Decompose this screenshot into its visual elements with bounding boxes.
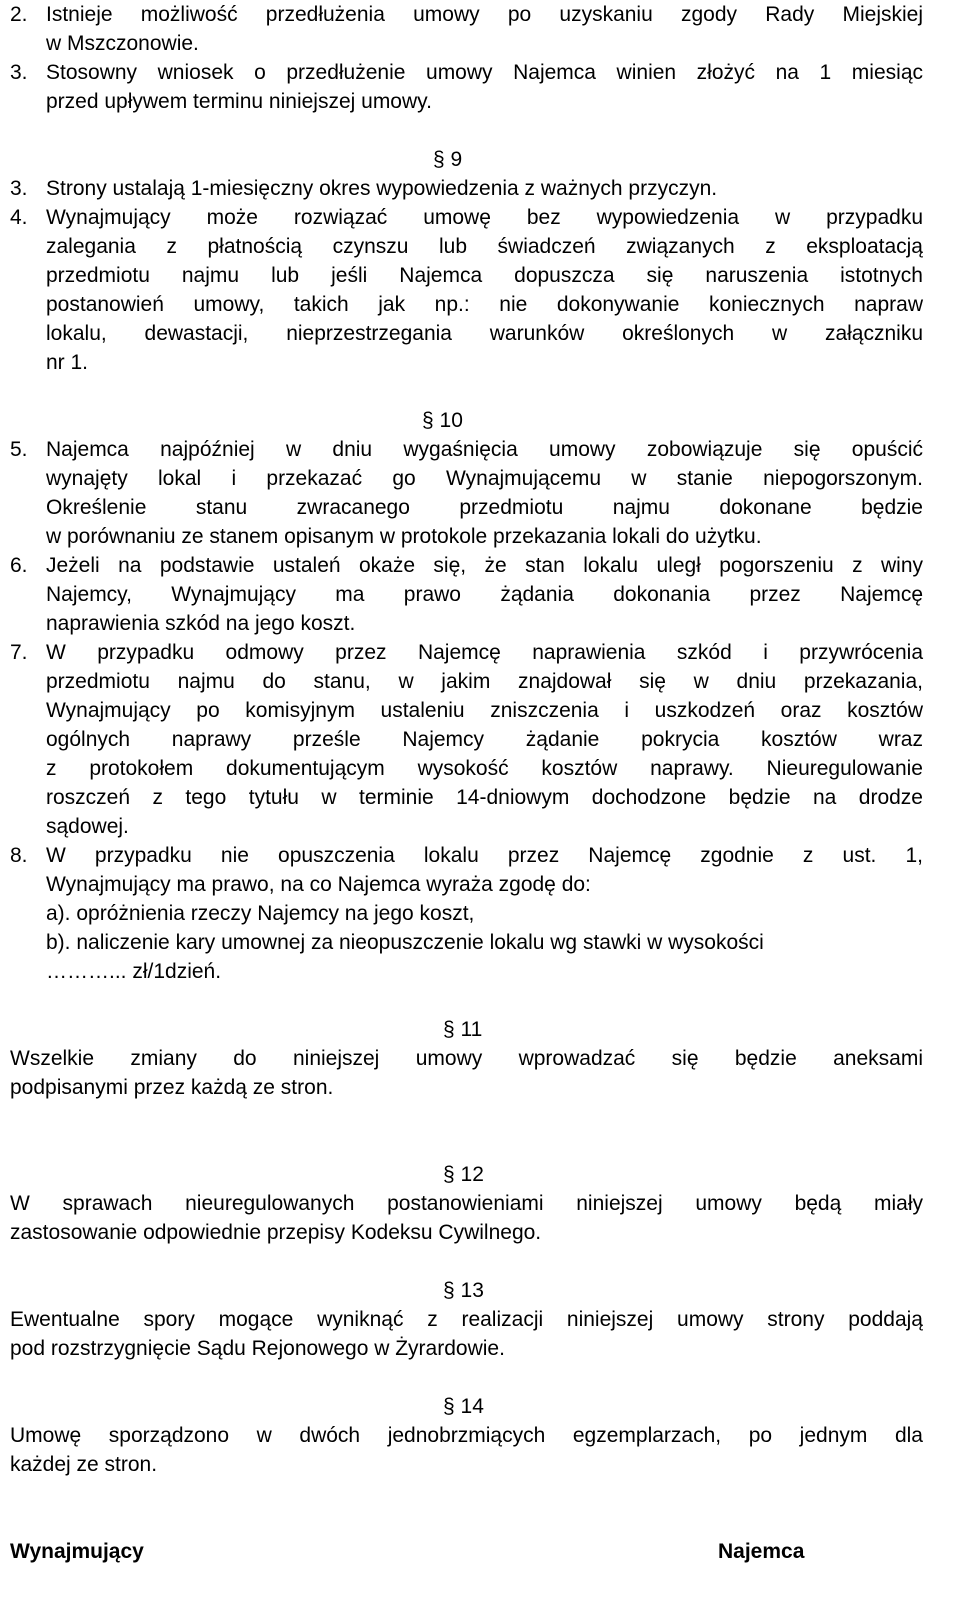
item-7-line-6: roszczeń z tego tytułu w terminie 14-dniowym dochodzone będzie na drodze [46,786,923,809]
section-heading-11: § 11 [443,1018,483,1041]
item-2-line-1: Istnieje możliwość przedłużenia umowy po uzyskaniu zgody Rady Miejskiej [46,3,923,26]
item-number: 2. [10,3,28,26]
item-5-line-2: wynajęty lokal i przekazać go Wynajmującemu w stanie niepogorszonym. [46,467,923,490]
item-4-line-5: lokalu, dewastacji, nieprzestrzegania warunków określonych w załączniku [46,322,923,345]
item-3-line-2: przed upływem terminu niniejszej umowy. [46,90,432,113]
item-6-line-1: Jeżeli na podstawie ustaleń okaże się, że stan lokalu uległ pogorszeniu z winy [46,554,923,577]
item-4-line-4: postanowień umowy, takich jak np.: nie dokonywanie koniecznych napraw [46,293,923,316]
section-heading-10: § 10 [422,409,463,432]
item-8-line-2: Wynajmujący ma prawo, na co Najemca wyraża zgodę do: [46,873,591,896]
item-3-line-1: Stosowny wniosek o przedłużenie umowy Najemca winien złożyć na 1 miesiąc [46,61,923,84]
item-number: 7. [10,641,28,664]
item-7-line-4: ogólnych naprawy prześle Najemcy żądanie pokrycia kosztów wraz [46,728,923,751]
item-8-line-1: W przypadku nie opuszczenia lokalu przez Najemcę zgodnie z ust. 1, [46,844,923,867]
section-12-line-1: W sprawach nieuregulowanych postanowieniami niniejszej umowy będą miały [10,1192,923,1215]
item-2-line-2: w Mszczonowie. [46,32,199,55]
item-7-line-2: przedmiotu najmu do stanu, w jakim znajdował się w dniu przekazania, [46,670,923,693]
item-7-line-7: sądowej. [46,815,129,838]
section-14-line-1: Umowę sporządzono w dwóch jednobrzmiących egzemplarzach, po jednym dla [10,1424,923,1447]
section-14-line-2: każdej ze stron. [10,1453,158,1476]
section-11-line-1: Wszelkie zmiany do niniejszej umowy wprowadzać się będzie aneksami [10,1047,923,1070]
section-heading-12: § 12 [443,1163,484,1186]
item-5-line-3: Określenie stanu zwracanego przedmiotu najmu dokonane będzie [46,496,923,519]
item-number: 8. [10,844,28,867]
item-7-line-3: Wynajmujący po komisyjnym ustaleniu zniszczenia i uszkodzeń oraz kosztów [46,699,923,722]
item-8-option-a: a). opróżnienia rzeczy Najemcy na jego koszt, [46,902,475,925]
section-13-line-2: pod rozstrzygnięcie Sądu Rejonowego w Żyrardowie. [10,1337,505,1360]
item-4-line-6: nr 1. [46,351,89,374]
item-5-line-4: w porównaniu ze stanem opisanym w protokole przekazania lokali do użytku. [46,525,762,548]
signature-landlord: Wynajmujący [10,1540,144,1563]
item-4-line-2: zalegania z płatnością czynszu lub świadczeń związanych z eksploatacją [46,235,923,258]
item-3b-line-1: Strony ustalają 1-miesięczny okres wypowiedzenia z ważnych przyczyn. [46,177,718,200]
section-heading-13: § 13 [443,1279,484,1302]
item-8-option-b: b). naliczenie kary umownej za nieopuszczenie lokalu wg stawki w wysokości [46,931,764,954]
item-number: 3. [10,177,28,200]
section-heading-9: § 9 [433,148,463,171]
item-number: 6. [10,554,28,577]
section-13-line-1: Ewentualne spory mogące wyniknąć z realizacji niniejszej umowy strony poddają [10,1308,923,1331]
signature-tenant: Najemca [718,1540,805,1563]
section-heading-14: § 14 [443,1395,484,1418]
item-8-rate: ………... zł/1dzień. [46,960,222,983]
item-5-line-1: Najemca najpóźniej w dniu wygaśnięcia umowy zobowiązuje się opuścić [46,438,923,461]
item-number: 4. [10,206,28,229]
item-number: 3. [10,61,28,84]
item-6-line-2: Najemcy, Wynajmujący ma prawo żądania dokonania przez Najemcę [46,583,923,606]
item-4-line-3: przedmiotu najmu lub jeśli Najemca dopuszcza się naruszenia istotnych [46,264,923,287]
section-12-line-2: zastosowanie odpowiednie przepisy Kodeksu Cywilnego. [10,1221,542,1244]
section-11-line-2: podpisanymi przez każdą ze stron. [10,1076,334,1099]
item-7-line-5: z protokołem dokumentującym wysokość kosztów naprawy. Nieuregulowanie [46,757,923,780]
item-4-line-1: Wynajmujący może rozwiązać umowę bez wypowiedzenia w przypadku [46,206,923,229]
item-7-line-1: W przypadku odmowy przez Najemcę naprawienia szkód i przywrócenia [46,641,923,664]
item-number: 5. [10,438,28,461]
item-6-line-3: naprawienia szkód na jego koszt. [46,612,356,635]
